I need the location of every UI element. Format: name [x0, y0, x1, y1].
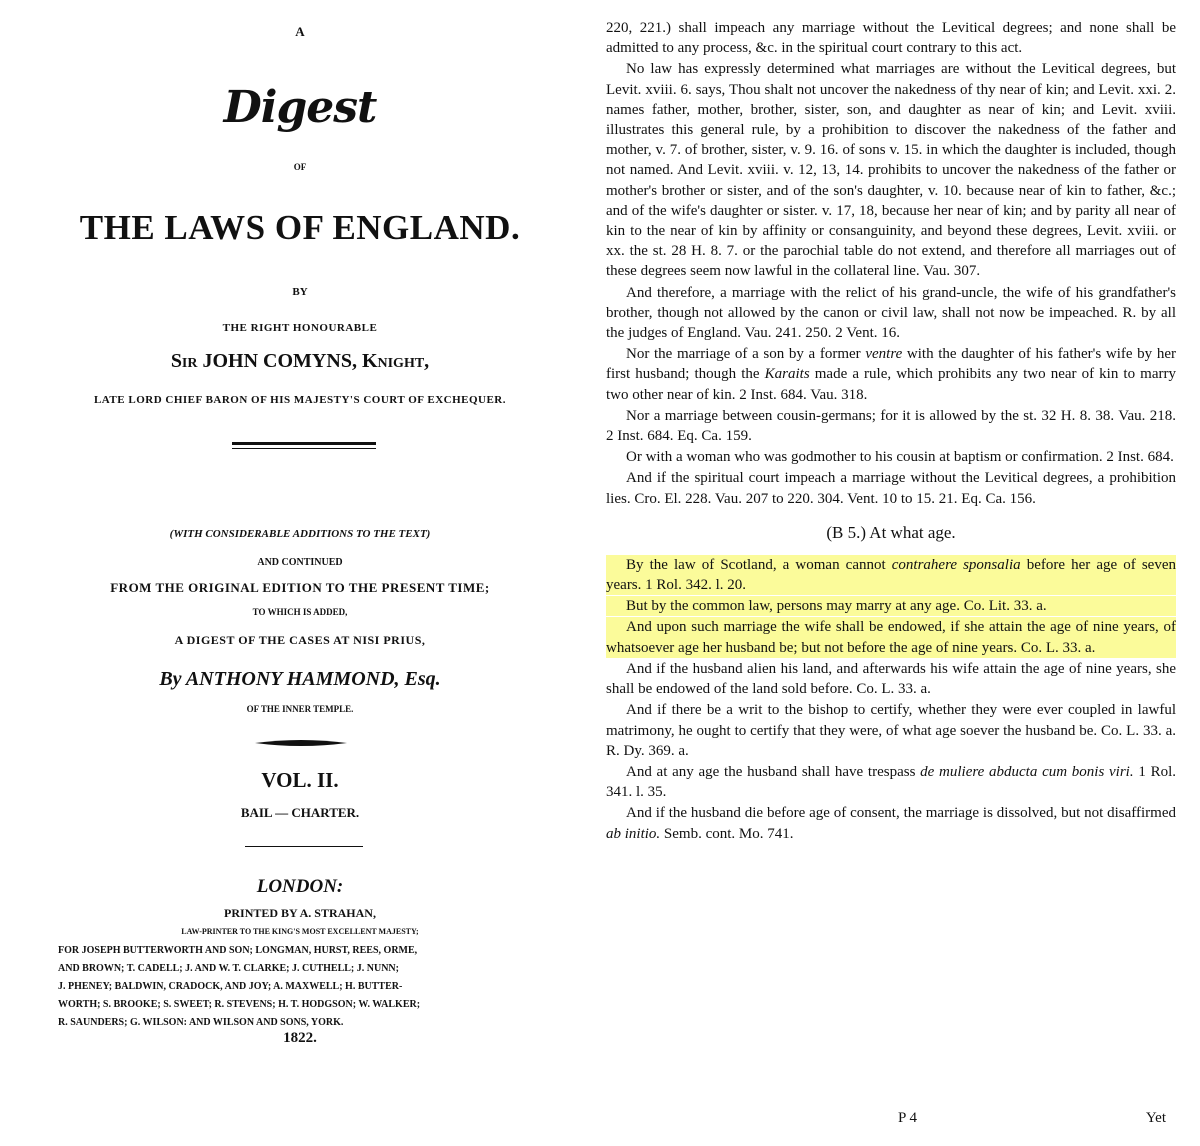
- double-rule-top: [232, 442, 376, 445]
- publishers-list: [58, 942, 578, 1032]
- imprint-law-printer: LAW-PRINTER TO THE KING'S MOST EXCELLENT MAJESTY;: [181, 927, 419, 936]
- highlighted-paragraph: And upon such marriage the wife shall be endowed, if she attain the age of nine years, of whatsoever age her husband be; but not before the age of nine years. Co. L. 33. a.: [606, 617, 1176, 657]
- catchword: Yet: [1145, 1110, 1166, 1126]
- ornamental-rule: [255, 738, 347, 748]
- title-author-office: LATE LORD CHIEF BARON OF HIS MAJESTY'S COURT OF EXCHEQUER.: [93, 394, 507, 406]
- paragraph: And if the husband die before age of consent, the marriage is dissolved, but not disaffirmed ab initio. Semb. cont. Mo. 741.: [606, 805, 1176, 842]
- text-page: [606, 0, 1176, 1146]
- short-rule: [245, 846, 363, 847]
- imprint-year: 1822.: [283, 1030, 317, 1046]
- page-footer: [606, 1110, 1176, 1130]
- title-hammond: By ANTHONY HAMMOND, Esq.: [159, 668, 441, 690]
- title-article: A: [295, 24, 305, 39]
- highlighted-paragraph: But by the common law, persons may marry at any age. Co. Lit. 33. a.: [606, 596, 1176, 616]
- signature-mark: P 4: [898, 1110, 918, 1126]
- double-rule-bottom: [232, 448, 376, 449]
- title-author: Sir JOHN COMYNS, Knight,: [170, 350, 430, 372]
- paragraph: Or with a woman who was godmother to his cousin at baptism or confirmation. 2 Inst. 684.: [626, 449, 1174, 466]
- paragraph: And therefore, a marriage with the relict of his grand-uncle, the wife of his grandfather's brother, though not allowed by the canon or civil law, shall not now be impeached. R. by all the judges of England. Vau. 241. 250. 2 Vent. 16.: [606, 284, 1176, 342]
- title-from-original: FROM THE ORIGINAL EDITION TO THE PRESENT TIME;: [110, 580, 490, 595]
- imprint-printer: PRINTED BY A. STRAHAN,: [224, 906, 376, 920]
- title-digest-cases: A DIGEST OF THE CASES AT NISI PRIUS,: [174, 633, 426, 647]
- paragraph: And if there be a writ to the bishop to certify, whether they were ever coupled in lawful matrimony, he ought to certify that they were, of what age soever the husband be. Co. L. 33. a. R. Dy. 369. a.: [606, 702, 1176, 759]
- paragraph: And if the husband alien his land, and afterwards his wife attain the age of nine years, she shall be endowed of the land sold before. Co. L. 33. a.: [606, 660, 1176, 698]
- volume-range: BAIL — CHARTER.: [240, 805, 360, 820]
- paragraph: No law has expressly determined what marriages are without the Levitical degrees, but Levit. xviii. 6. says, Thou shalt not uncover the nakedness of thy near of kin; and Levit. xxi. 2. names father, mother, brother, sister, son, and daughter as near of kin; and Levit. xviii. illustrates this general rule, by a prohibition to discover the nakedness of the father and mother, v. 7. of brother, sister, v. 9. 16. of sons v. 15. in which the daughter is included, though not named. And Levit. xviii. v. 12, 13, 14. prohibits to uncover the nakedness of the father or mother's brother or sister, and of the son's daughter, v. 10. because near of kin to father, &c.; and of the wife's daughter or sister. v. 17, 18, because her near of kin; and by parity all near of kin to the near of kin by affinity or consanguinity, and beyond these degrees, Levit. xviii. or xx. the st. 28 H. 8. 7. or the parochial table do not extend, and therefore all marriages out of these degrees seem now lawful in the collateral line. Vau. 307.: [606, 61, 1176, 280]
- title-digest: Digest: [223, 82, 377, 133]
- title-by: BY: [292, 286, 308, 298]
- publishers-line: WORTH; S. BROOKE; S. SWEET; R. STEVENS; H. T. HODGSON; W. WALKER;: [58, 999, 421, 1010]
- paragraph: 220, 221.) shall impeach any marriage without the Levitical degrees; and none shall be admitted to any process, &c. in the spiritual court contrary to this act.: [606, 20, 1176, 57]
- title-continued: AND CONTINUED: [257, 557, 343, 568]
- paragraph: And if the spiritual court impeach a marriage without the Levitical degrees, a prohibition lies. Cro. El. 228. Vau. 207 to 220. 304. Vent. 10 to 15. 21. Eq. Ca. 156.: [606, 470, 1176, 507]
- publishers-line: J. PHENEY; BALDWIN, CRADOCK, AND JOY; A. MAXWELL; H. BUTTER-: [58, 981, 403, 992]
- paragraph: Nor a marriage between cousin-germans; for it is allowed by the st. 32 H. 8. 38. Vau. 218. 2 Inst. 684. Eq. Ca. 159.: [606, 407, 1176, 445]
- publishers-line: AND BROWN; T. CADELL; J. AND W. T. CLARKE; J. CUTHELL; J. NUNN;: [58, 963, 399, 974]
- highlighted-paragraph: By the law of Scotland, a woman cannot contrahere sponsalia before her age of seven years. 1 Rol. 342. l. 20.: [606, 555, 1176, 595]
- title-inner-temple: OF THE INNER TEMPLE.: [246, 704, 354, 714]
- title-laws-of-england: THE LAWS OF ENGLAND.: [79, 208, 521, 247]
- paragraph: Nor the marriage of a son by a former ventre with the daughter of his father's wife by her first husband; though the Karaits made a rule, which prohibits any two near of kin to marry two other near of kin. 2 Inst. 684. Vau. 318.: [606, 346, 1176, 403]
- title-added: TO WHICH IS ADDED,: [252, 607, 348, 617]
- section-heading: (B 5.) At what age.: [826, 522, 956, 542]
- paragraph: And at any age the husband shall have trespass de muliere abducta cum bonis viri. 1 Rol. 341. l. 35.: [606, 763, 1176, 801]
- imprint-city: LONDON:: [256, 876, 344, 897]
- title-of: OF: [293, 162, 307, 172]
- publishers-line: R. SAUNDERS; G. WILSON: AND WILSON AND SONS, YORK.: [58, 1017, 344, 1028]
- publishers-line: FOR JOSEPH BUTTERWORTH AND SON; LONGMAN, HURST, REES, ORME,: [58, 945, 418, 956]
- title-additions: (WITH CONSIDERABLE ADDITIONS TO THE TEXT): [169, 528, 431, 540]
- volume-number: VOL. II.: [261, 768, 339, 792]
- title-right-honourable: THE RIGHT HONOURABLE: [222, 322, 378, 334]
